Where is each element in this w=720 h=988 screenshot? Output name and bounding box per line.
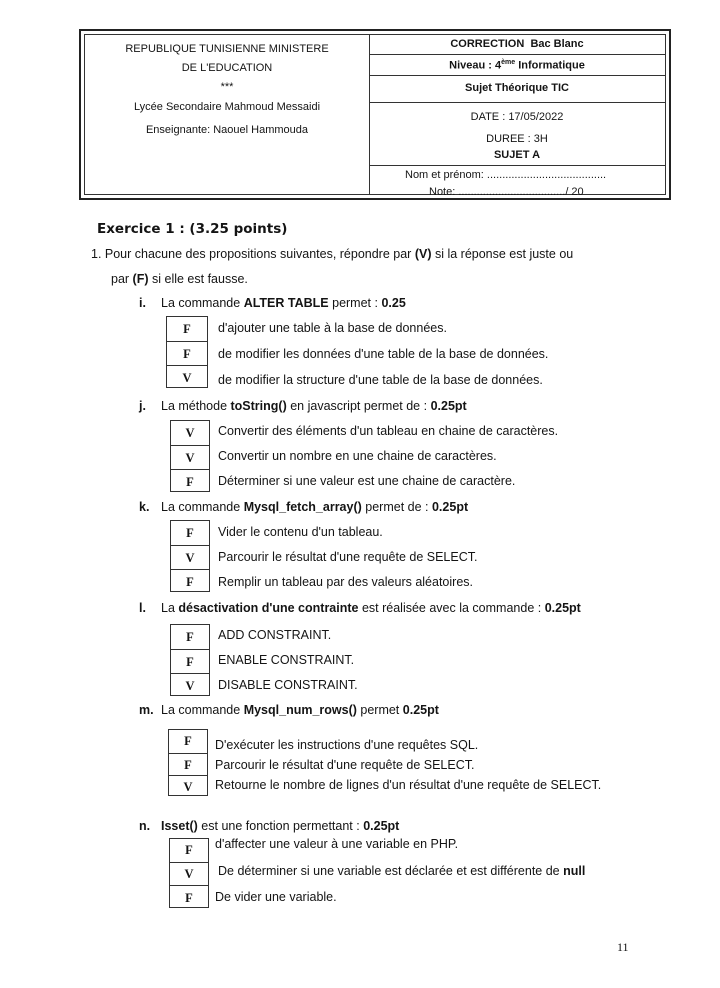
option-text: Parcourir le résultat d'une requête de SELECT. xyxy=(218,550,478,564)
answer-cell: V xyxy=(171,445,209,470)
exercise-intro-line2: par (F) si elle est fausse. xyxy=(111,272,248,286)
answer-cell: V xyxy=(169,775,207,798)
question-text: La désactivation d'une contrainte est réalisée avec la commande : 0.25pt xyxy=(161,601,581,615)
answer-cell: V xyxy=(171,545,209,570)
answer-cell: V xyxy=(167,365,207,390)
bac-label: Bac Blanc xyxy=(530,38,584,50)
page-number: 11 xyxy=(617,940,629,954)
option-text: Retourne le nombre de lignes d'un résultat d'une requête de SELECT. xyxy=(215,778,602,792)
stars: *** xyxy=(220,81,234,93)
answer-cell: F xyxy=(171,569,209,594)
answer-cell: F xyxy=(185,843,193,857)
answer-cell: F xyxy=(186,525,194,540)
question-label: m. xyxy=(139,703,154,717)
answer-box xyxy=(166,316,208,388)
question-text: Isset() est une fonction permettant : 0.25pt xyxy=(161,819,400,833)
option-text: Convertir un nombre en une chaine de caractères. xyxy=(218,449,497,463)
exam-date: DATE : 17/05/2022 xyxy=(470,111,564,123)
question-label: n. xyxy=(139,819,151,833)
option-text: Parcourir le résultat d'une requête de SELECT. xyxy=(215,758,475,772)
option-text: Remplir un tableau par des valeurs aléatoires. xyxy=(218,575,473,589)
answer-cell: F xyxy=(169,753,207,776)
option-text: de modifier la structure d'une table de la base de données. xyxy=(218,373,543,387)
option-text xyxy=(218,864,585,878)
exercise-title: Exercice 1 : (3.25 points) xyxy=(97,221,288,237)
name-field: Nom et prénom: ....................................... xyxy=(405,169,607,181)
correction-label: CORRECTION xyxy=(450,38,525,50)
question-text: La commande ALTER TABLE permet : 0.25 xyxy=(161,296,406,310)
answer-cell: F xyxy=(184,734,192,748)
option-text-main: De déterminer si une variable est déclarée et est différente de xyxy=(218,864,564,878)
option-text: DISABLE CONSTRAINT. xyxy=(218,678,358,692)
answer-cell: F xyxy=(167,341,207,366)
option-text: d'affecter une valeur à une variable en PHP. xyxy=(215,837,459,851)
answer-cell: V xyxy=(170,862,208,886)
option-text-null: null xyxy=(563,864,586,878)
answer-cell: F xyxy=(171,469,209,494)
option-text: D'exécuter les instructions d'une requêtes SQL. xyxy=(215,738,479,752)
option-text: d'ajouter une table à la base de données. xyxy=(218,321,447,335)
subject-title: Sujet Théorique TIC xyxy=(465,82,569,94)
question-text: La commande Mysql_num_rows() permet 0.25pt xyxy=(161,703,439,717)
exam-duration: DUREE : 3H xyxy=(486,133,548,145)
answer-cell: V xyxy=(171,673,209,698)
question-label: j. xyxy=(139,399,146,413)
grade-field: Note: .................................../ 20 xyxy=(429,186,584,198)
ministry-line2: DE L'EDUCATION xyxy=(181,62,273,74)
exercise-intro-line1: 1. Pour chacune des propositions suivantes, répondre par (V) si la réponse est juste ou xyxy=(91,247,574,261)
question-label: l. xyxy=(139,601,146,615)
correction-title xyxy=(369,38,665,50)
answer-box xyxy=(170,420,210,492)
answer-cell: F xyxy=(171,649,209,674)
teacher-name: Enseignante: Naouel Hammouda xyxy=(145,124,309,136)
header-table xyxy=(79,29,671,200)
answer-cell: V xyxy=(185,425,195,440)
option-text: Déterminer si une valeur est une chaine de caractère. xyxy=(218,474,516,488)
question-text: La méthode toString() en javascript permet de : 0.25pt xyxy=(161,399,467,413)
option-text: Vider le contenu d'un tableau. xyxy=(218,525,383,539)
answer-cell: F xyxy=(170,885,208,910)
school-name: Lycée Secondaire Mahmoud Messaidi xyxy=(133,101,321,113)
question-label: k. xyxy=(139,500,150,514)
ministry-line1: REPUBLIQUE TUNISIENNE MINISTERE xyxy=(125,43,329,55)
answer-box xyxy=(169,838,209,908)
option-text: ADD CONSTRAINT. xyxy=(218,628,332,642)
niveau-label: Niveau : 4 xyxy=(449,59,502,72)
answer-box xyxy=(168,729,208,796)
niveau-value: Informatique xyxy=(515,59,585,72)
question-text: La commande Mysql_fetch_array() permet de : 0.25pt xyxy=(161,500,469,514)
niveau-sup: ème xyxy=(501,59,516,66)
answer-box xyxy=(170,520,210,592)
option-text: Convertir des éléments d'un tableau en chaine de caractères. xyxy=(218,424,559,438)
answer-box xyxy=(170,624,210,696)
subject-variant: SUJET A xyxy=(493,149,541,161)
option-text: ENABLE CONSTRAINT. xyxy=(218,653,355,667)
answer-cell: F xyxy=(186,629,194,644)
answer-cell: F xyxy=(183,321,191,336)
option-text: De vider une variable. xyxy=(215,890,337,904)
question-label: i. xyxy=(139,296,146,310)
niveau xyxy=(369,59,665,72)
option-text: de modifier les données d'une table de la base de données. xyxy=(218,347,549,361)
